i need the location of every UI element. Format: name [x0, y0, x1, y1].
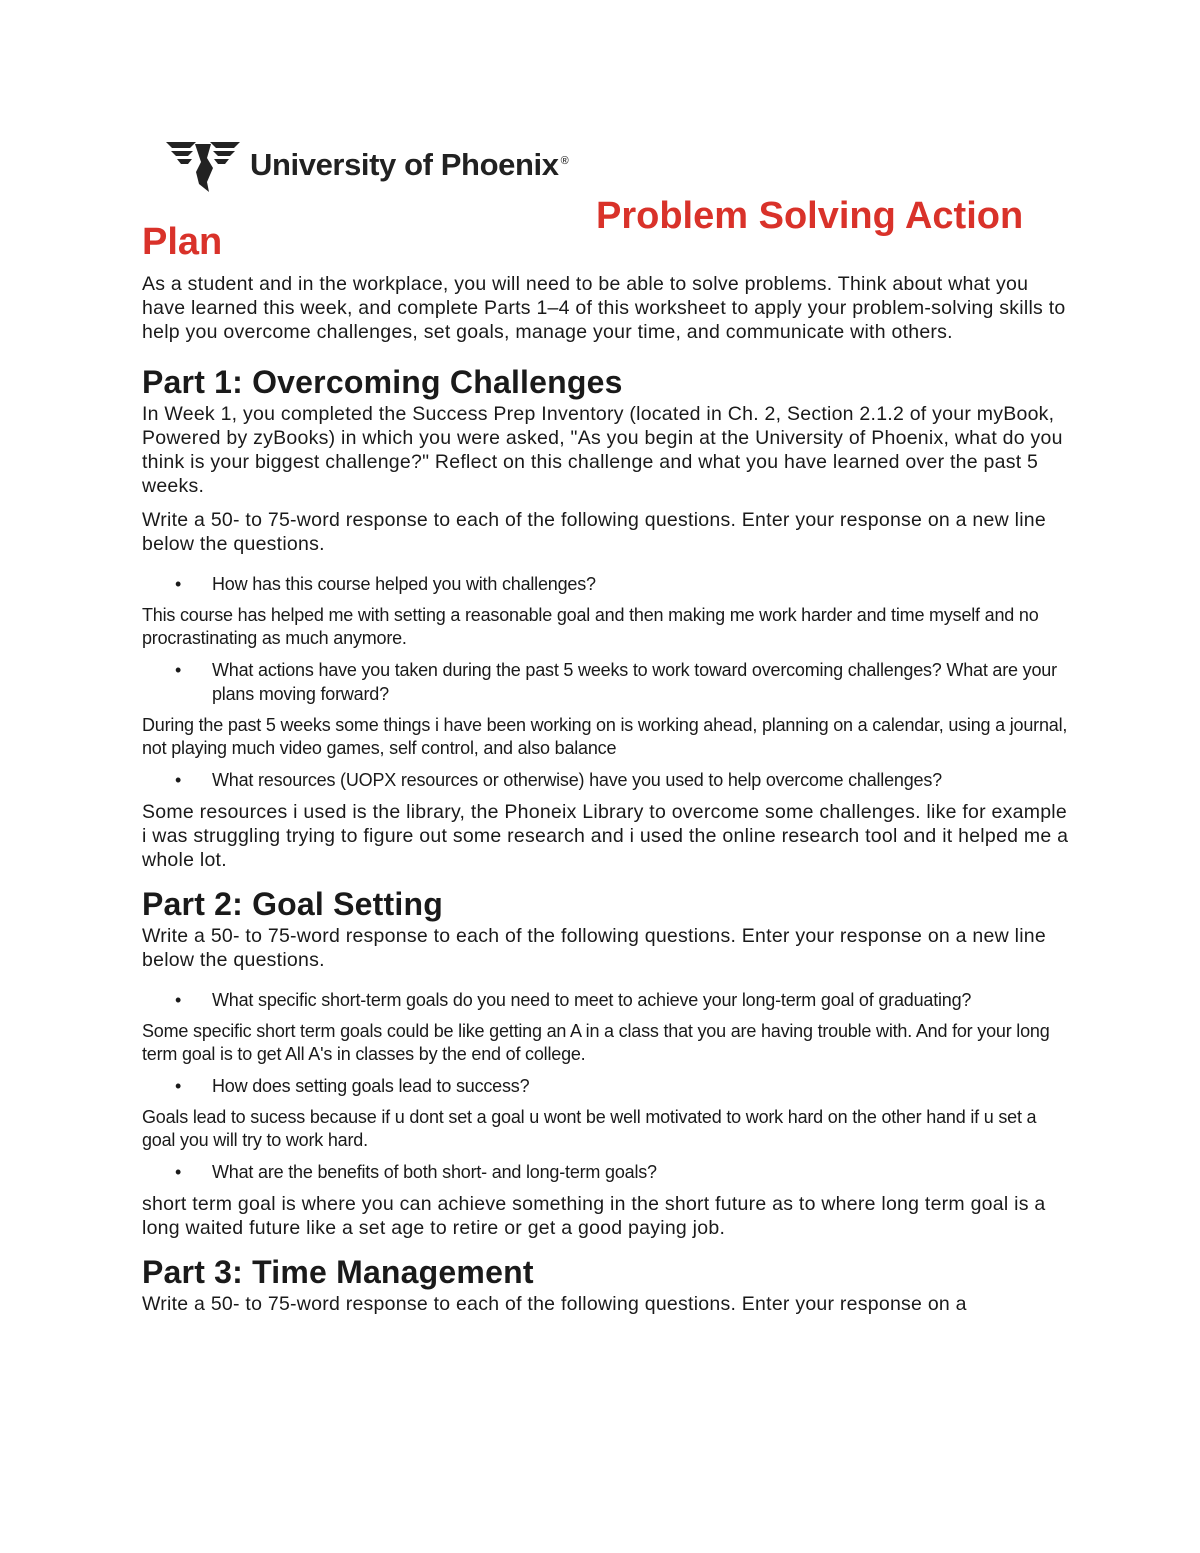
answer-text: This course has helped me with setting a reasonable goal and then making me work harder and time myself and no procrastinating as much anymore. — [142, 605, 1039, 648]
question-text: What are the benefits of both short- and long-term goals? — [212, 1162, 657, 1182]
answer-text: During the past 5 weeks some things i have been working on is working ahead, planning on a calendar, using a journal, not playing much video games, self control, and also balance — [142, 715, 1068, 758]
university-logo — [166, 136, 568, 194]
answer-text: Goals lead to sucess because if u dont set a goal u wont be well motivated to work hard on the other hand if u set a goal you will try to work hard. — [142, 1107, 1037, 1150]
bullet-icon: • — [175, 1162, 182, 1182]
intro-paragraph: As a student and in the workplace, you will need to be able to solve problems. Think about what you have learned this week, and complete Parts 1–4 of this worksheet to apply your problem-solving skills to help you overcome challenges, set goals, manage your time, and communicate with others. — [142, 273, 1066, 343]
question-item — [142, 572, 1072, 596]
page-title-line-1: Problem Solving Action — [596, 195, 1024, 237]
part3-heading: Part 3: Time Management — [142, 1254, 534, 1290]
phoenix-icon — [166, 136, 240, 194]
document-body — [142, 272, 1072, 1326]
question-item — [142, 988, 1072, 1012]
part1-heading: Part 1: Overcoming Challenges — [142, 364, 623, 400]
question-item — [142, 1160, 1072, 1184]
bullet-icon: • — [175, 770, 182, 790]
bullet-icon: • — [175, 574, 182, 594]
page-title-line-2: Plan — [142, 221, 223, 263]
question-text: What actions have you taken during the past 5 weeks to work toward overcoming challenges? What are your plans moving forward? — [212, 660, 1057, 704]
question-item — [142, 1074, 1072, 1098]
logo-wordmark: University of Phoenix ® — [250, 147, 569, 182]
question-item — [142, 658, 1072, 706]
part3-instruction: Write a 50- to 75-word response to each of the following questions. Enter your response on a — [142, 1293, 967, 1315]
part2-heading: Part 2: Goal Setting — [142, 886, 443, 922]
question-text: What resources (UOPX resources or otherwise) have you used to help overcome challenges? — [212, 770, 942, 790]
question-text: How has this course helped you with challenges? — [212, 574, 596, 594]
part2-instruction: Write a 50- to 75-word response to each of the following questions. Enter your response on a new line below the questions. — [142, 925, 1046, 971]
answer-text: short term goal is where you can achieve something in the short future as to where long term goal is a long waited future like a set age to retire or get a good paying job. — [142, 1193, 1046, 1239]
bullet-icon: • — [175, 990, 182, 1010]
part1-context: In Week 1, you completed the Success Prep Inventory (located in Ch. 2, Section 2.1.2 of your myBook, Powered by zyBooks) in which you were asked, "As you begin at the University of Phoenix, what do you think is your biggest challenge?" Reflect on this challenge and what you have learned over the past 5 weeks. — [142, 403, 1063, 497]
question-text: What specific short-term goals do you need to meet to achieve your long-term goal of graduating? — [212, 990, 972, 1010]
answer-text: Some specific short term goals could be like getting an A in a class that you are having trouble with. And for your long term goal is to get All A's in classes by the end of college. — [142, 1021, 1050, 1064]
part1-instruction: Write a 50- to 75-word response to each of the following questions. Enter your response on a new line below the questions. — [142, 509, 1046, 555]
answer-text: Some resources i used is the library, the Phoneix Library to overcome some challenges. like for example i was struggling trying to figure out some research and i used the online research tool and it helped me a whole lot. — [142, 801, 1069, 871]
question-item — [142, 768, 1072, 792]
bullet-icon: • — [175, 660, 182, 680]
bullet-icon: • — [175, 1076, 182, 1096]
question-text: How does setting goals lead to success? — [212, 1076, 530, 1096]
